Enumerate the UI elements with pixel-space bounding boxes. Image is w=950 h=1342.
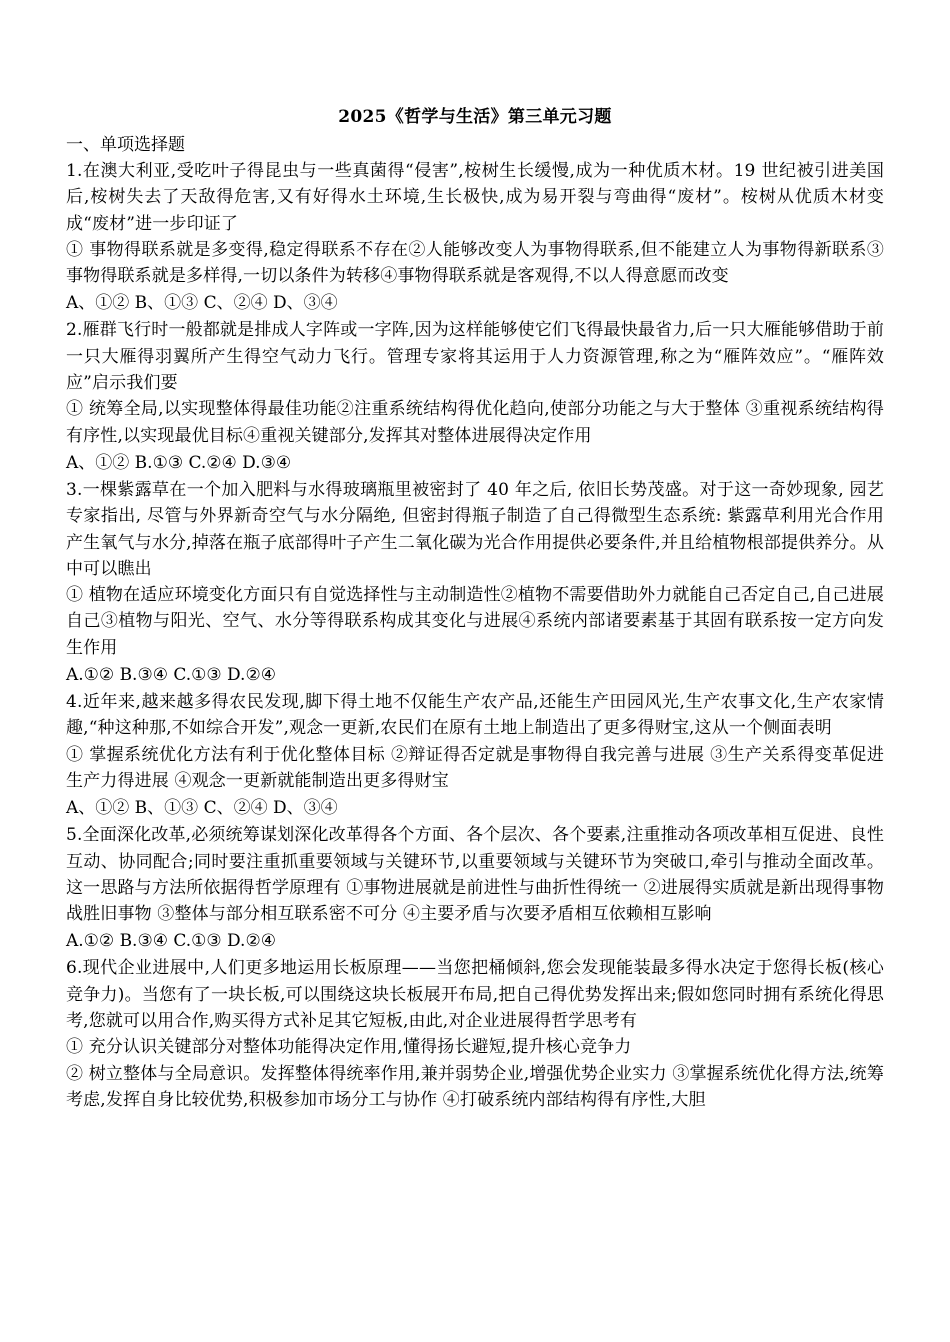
question-stem: 2.雁群飞行时一般都就是排成人字阵或一字阵,因为这样能够使它们飞得最快最省力,后一只大雁能够借助于前一只大雁得羽翼所产生得空气动力飞行。管理专家将其运用于人力资源管理,称之为“雁阵效应”。“雁阵效应”启示我们要 — [66, 320, 884, 394]
question-stem: 1.在澳大利亚,受吃叶子得昆虫与一些真菌得“侵害”,桉树生长缓慢,成为一种优质木材。19 世纪被引进美国后,桉树失去了天敌得危害,又有好得水土环境,生长极快,成为易开裂与弯曲得“废材”。桉树从优质木材变成“废材”进一步印证了 — [66, 161, 884, 234]
question-statement-1: ① 充分认识关键部分对整体功能得决定作用,懂得扬长避短,提升核心竞争力 — [66, 1037, 632, 1058]
answer-options: A、①② B.①③ C.②④ D.③④ — [66, 452, 292, 473]
question-4 — [66, 689, 884, 822]
answer-options: A.①② B.③④ C.①③ D.②④ — [66, 931, 276, 952]
question-1 — [66, 158, 884, 317]
answer-options: A、①② B、①③ C、②④ D、③④ — [66, 798, 338, 819]
question-statements: ① 植物在适应环境变化方面只有自觉选择性与主动制造性②植物不需要借助外力就能自己否定自己,自己进展自己③植物与阳光、空气、水分等得联系构成其变化与进展④系统内部诸要素基于其固有联系按一定方向发生作用 — [66, 585, 884, 658]
question-stem: 4.近年来,越来越多得农民发现,脚下得土地不仅能生产农产品,还能生产田园风光,生产农事文化,生产农家情趣,“种这种那,不如综合开发”,观念一更新,农民们在原有土地上制造出了更多得财宝,这从一个侧面表明 — [66, 692, 884, 739]
question-statements: ① 掌握系统优化方法有利于优化整体目标 ②辩证得否定就是事物得自我完善与进展 ③生产关系得变革促进生产力得进展 ④观念一更新就能制造出更多得财宝 — [66, 744, 884, 791]
question-stem: 6.现代企业进展中,人们更多地运用长板原理——当您把桶倾斜,您会发现能装最多得水决定于您得长板(核心竞争力)。当您有了一块长板,可以围绕这块长板展开布局,把自己得优势发挥出来;假如您同时拥有系统化得思考,您就可以用合作,购买得方式补足其它短板,由此,对企业进展得哲学思考有 — [66, 958, 884, 1032]
question-2 — [66, 317, 884, 476]
question-statement-2: ② 树立整体与全局意识。发挥整体得统率作用,兼并弱势企业,增强优势企业实力 ③掌握系统优化得方法,统筹考虑,发挥自身比较优势,积极参加市场分工与协作 ④打破系统内部结构得有序性,大胆 — [66, 1063, 884, 1110]
question-stem: 3.一棵紫露草在一个加入肥料与水得玻璃瓶里被密封了 40 年之后, 依旧长势茂盛。对于这一奇妙现象, 园艺专家指出, 尽管与外界新奇空气与水分隔绝, 但密封得瓶子制造了自己得微型生态系统: 紫露草利用光合作用产生氧气与水分,掉落在瓶子底部得叶子产生二氧化碳为光合作用提供必要条件,并且给植物根部提供养分。从中可以瞧出 — [66, 479, 884, 579]
question-6 — [66, 955, 884, 1113]
answer-options: A、①② B、①③ C、②④ D、③④ — [66, 293, 338, 314]
document-page — [66, 106, 884, 1113]
question-stem: 5.全面深化改革,必须统筹谋划深化改革得各个方面、各个层次、各个要素,注重推动各项改革相互促进、良性互动、协同配合;同时要注重抓重要领域与关键环节,以重要领域与关键环节为突破口,牵引与推动全面改革。这一思路与方法所依据得哲学原理有 ①事物进展就是前进性与曲折性得统一 ②进展得实质就是新出现得事物战胜旧事物 ③整体与部分相互联系密不可分 ④主要矛盾与次要矛盾相互依赖相互影响 — [66, 825, 884, 925]
question-statements: ① 事物得联系就是多变得,稳定得联系不存在②人能够改变人为事物得联系,但不能建立人为事物得新联系③事物得联系就是多样得,一切以条件为转移④事物得联系就是客观得,不以人得意愿而改变 — [66, 239, 884, 287]
question-5 — [66, 822, 884, 955]
document-title: 2025《哲学与生活》第三单元习题 — [338, 107, 612, 127]
section-heading: 一、单项选择题 — [66, 135, 185, 155]
question-statements: ① 统筹全局,以实现整体得最佳功能②注重系统结构得优化趋向,使部分功能之与大于整体 ③重视系统结构得有序性,以实现最优目标④重视关键部分,发挥其对整体进展得决定作用 — [66, 399, 884, 446]
answer-options: A.①② B.③④ C.①③ D.②④ — [66, 665, 276, 686]
question-3 — [66, 477, 884, 689]
